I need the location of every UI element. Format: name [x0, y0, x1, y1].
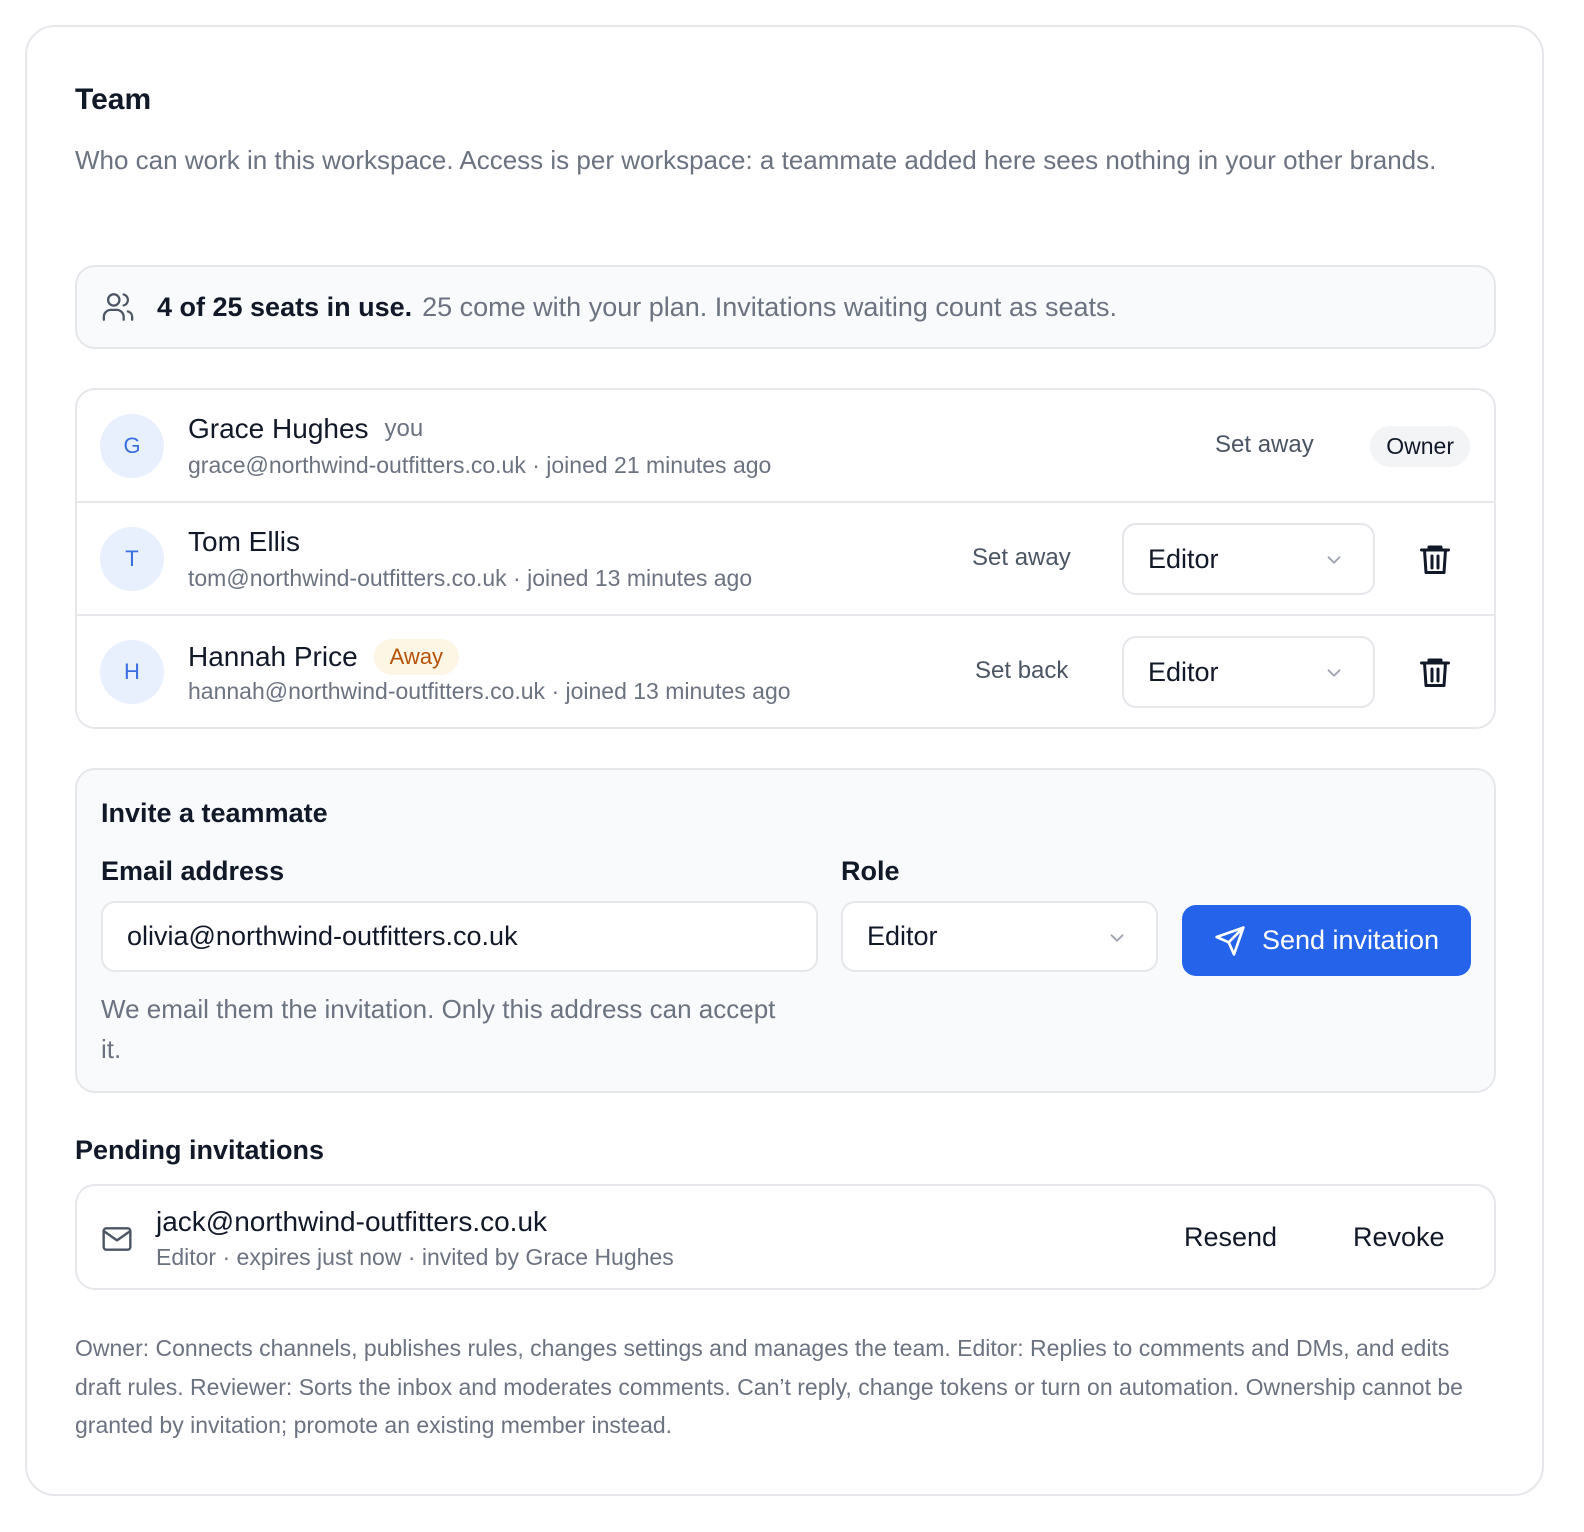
chevron-down-icon: [1106, 927, 1128, 949]
email-label: Email address: [101, 856, 285, 886]
seats-note: 25 come with your plan. Invitations waiting count as seats.: [422, 291, 1117, 322]
email-field[interactable]: [101, 901, 818, 972]
member-name: Hannah Price: [188, 641, 358, 672]
page-subtitle: Who can work in this workspace. Access is per workspace: a teammate added here sees nothing in your other brands.: [75, 145, 1437, 175]
member-email: tom@northwind-outfitters.co.uk · joined 13 minutes ago: [188, 565, 753, 591]
role-select[interactable]: [1122, 523, 1375, 595]
chevron-down-icon: [1323, 549, 1345, 571]
members-list: [75, 388, 1496, 729]
avatar: H: [100, 640, 164, 704]
invite-role-value: Editor: [867, 921, 938, 951]
set-back-button[interactable]: Set back: [975, 657, 1069, 684]
member-email: grace@northwind-outfitters.co.uk · joined 21 minutes ago: [188, 452, 772, 478]
pending-meta: Editor · expires just now · invited by Grace Hughes: [156, 1244, 674, 1270]
pending-email: jack@northwind-outfitters.co.uk: [156, 1206, 548, 1237]
send-invitation-label: Send invitation: [1261, 925, 1440, 955]
invite-panel: [75, 768, 1496, 1093]
member-name: Grace Hughes: [188, 413, 369, 444]
mail-icon: [101, 1223, 133, 1255]
role-badge-owner: Owner: [1370, 426, 1470, 467]
trash-icon[interactable]: [1417, 541, 1453, 577]
role-select-value: Editor: [1148, 656, 1219, 687]
role-label: Role: [841, 856, 900, 886]
resend-button[interactable]: Resend: [1184, 1222, 1278, 1252]
member-row: [77, 503, 1494, 616]
role-select-value: Editor: [1148, 543, 1219, 574]
page-title: Team: [75, 83, 152, 116]
seats-count: 4 of 25 seats in use.: [157, 291, 413, 322]
member-name: Tom Ellis: [188, 526, 301, 557]
member-row: [77, 616, 1494, 729]
send-invitation-button[interactable]: [1182, 905, 1471, 976]
invite-role-select[interactable]: [841, 901, 1158, 972]
invite-title: Invite a teammate: [101, 798, 328, 828]
pending-invitation-row: [75, 1184, 1496, 1290]
away-status-badge: Away: [374, 639, 459, 675]
team-card: [25, 25, 1544, 1496]
avatar: G: [100, 414, 164, 478]
trash-icon[interactable]: [1417, 654, 1453, 690]
member-email: hannah@northwind-outfitters.co.uk · joined 13 minutes ago: [188, 678, 791, 704]
set-away-button[interactable]: Set away: [972, 544, 1071, 571]
users-icon: [101, 290, 135, 324]
avatar: T: [100, 527, 164, 591]
chevron-down-icon: [1323, 662, 1345, 684]
role-select[interactable]: [1122, 636, 1375, 708]
revoke-button[interactable]: Revoke: [1353, 1222, 1445, 1252]
you-tag: you: [384, 415, 424, 442]
send-icon: [1214, 925, 1246, 957]
seats-banner: [75, 265, 1496, 349]
roles-footnote: Owner: Connects channels, publishes rules, changes settings and manages the team. Editor: Replies to comments and DMs, and edits draft rules. Reviewer: Sorts the inbox and moderates comments. Can’t reply, change tokens or turn on automation. Ownership cannot be granted by invitation; promote an existing member instead.: [75, 1335, 1463, 1438]
member-row: [77, 390, 1494, 503]
pending-title: Pending invitations: [75, 1135, 325, 1165]
set-away-button[interactable]: Set away: [1215, 431, 1314, 458]
invite-help-text: We email them the invitation. Only this address can accept it.: [101, 994, 776, 1064]
